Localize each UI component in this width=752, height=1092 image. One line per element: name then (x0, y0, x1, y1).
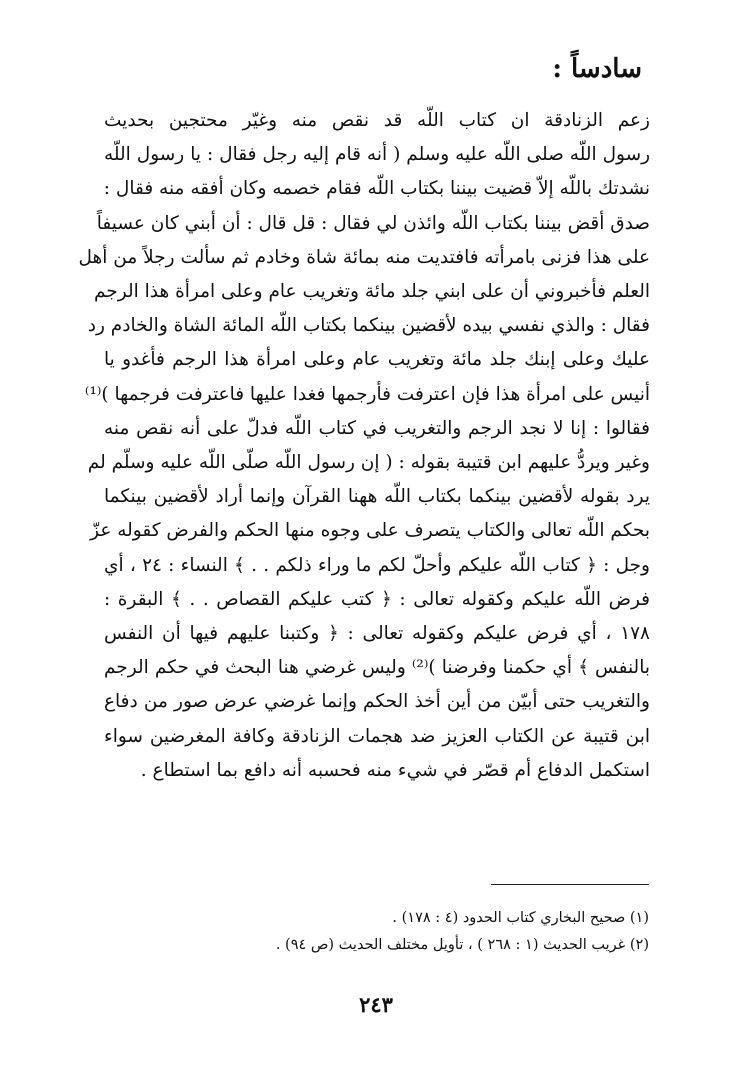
paragraph-line: أنيس على امرأة هذا فإن اعترفت فأرجمها فغدا عليها فاعترفت فرجمها )⁽¹⁾ (84, 383, 650, 405)
paragraph-line: وغير ويردُّ عليهم ابن قتيبة بقوله : ( إن رسول اللّه صلّى اللّه عليه وسلّم لم (87, 452, 650, 474)
page-number: ٢٤٣ (359, 992, 393, 1017)
footnote-1: (١) صحيح البخاري كتاب الحدود (٤ : ١٧٨) . (392, 910, 649, 926)
footnotes (89, 905, 649, 959)
footnote-separator (491, 884, 649, 885)
main-paragraph (78, 104, 650, 788)
paragraph-line: العلم فأخبروني أن على ابني جلد مائة وتغريب عام وعلى امرأة هذا الرجم (93, 281, 650, 303)
paragraph-line: استكمل الدفاع أم قصّر في شيء منه فحسبه أنه دافع بما استطاع . (140, 759, 650, 781)
paragraph-line: فقالوا : إنا لا نجد الرجم والتغريب في كتاب اللّه فدلّ على أنه نقص منه (104, 417, 650, 439)
footnote-2: (٢) غريب الحديث (١ : ٢٦٨ ) ، تأويل مختلف الحديث (ص ٩٤) . (275, 937, 649, 953)
paragraph-line: على هذا فزنى بامرأته فافتديت منه بمائة شاة وخادم ثم سألت رجلاً من أهل (78, 246, 650, 268)
paragraph-line: نشدتك باللّه إلاّ قضيت بيننا بكتاب اللّه فقام خصمه وكان أفقه منه فقال : (103, 178, 650, 200)
paragraph-line: بالنفس ﴾ أي حكمنا وفرضنا )⁽²⁾ وليس غرضي هنا البحث في حكم الرجم (104, 657, 650, 679)
paragraph-line: زعم الزنادقة ان كتاب اللّه قد نقص منه وغيّر محتجين بحديث (104, 110, 650, 131)
paragraph-line: ١٧٨ ، أي فرض عليكم وكقوله تعالى : ﴿ وكتبنا عليهم فيها أن النفس (104, 623, 650, 645)
paragraph-line: يرد بقوله لأقضين بينكما بكتاب اللّه ههنا القرآن وإنما أراد لأقضين بينكما (104, 486, 650, 508)
paragraph-line: فقال : والذي نفسي بيده لأقضين بينكما بكتاب اللّه المائة الشاة والخادم رد (87, 315, 650, 337)
paragraph-line: صدق أقض بيننا بكتاب اللّه وائذن لي فقال : قل قال : أن أبني كان عسيفاً (96, 212, 650, 234)
paragraph-line: والتغريب حتى أبيّن من أين أخذ الحكم وإنما غرضي عرض صور من دفاع (104, 691, 650, 713)
paragraph-line: بحكم اللّه تعالى والكتاب يتصرف على وجوه منها الحكم والفرض كقوله عزّ (90, 520, 650, 542)
paragraph-line: رسول اللّه صلى اللّه عليه وسلم ( أنه قام إليه رجل فقال : يا رسول اللّه (104, 144, 650, 166)
section-heading: سادساً : (552, 54, 642, 84)
paragraph-line: فرض اللّه عليكم وكقوله تعالى : ﴿ كتب عليكم القصاص . . ﴾ البقرة : (104, 588, 650, 610)
paragraph-line: ابن قتيبة عن الكتاب العزيز ضد هجمات الزنادقة وكافة المغرضين سواء (104, 725, 650, 747)
paragraph-line: وجل : ﴿ كتاب اللّه عليكم وأحلّ لكم ما وراء ذلكم . . ﴾ النساء : ٢٤ ، أي (104, 554, 650, 576)
paragraph-line: عليك وعلى إبنك جلد مائة وتغريب عام وعلى امرأة هذا الرجم فأغدو يا (104, 349, 650, 371)
